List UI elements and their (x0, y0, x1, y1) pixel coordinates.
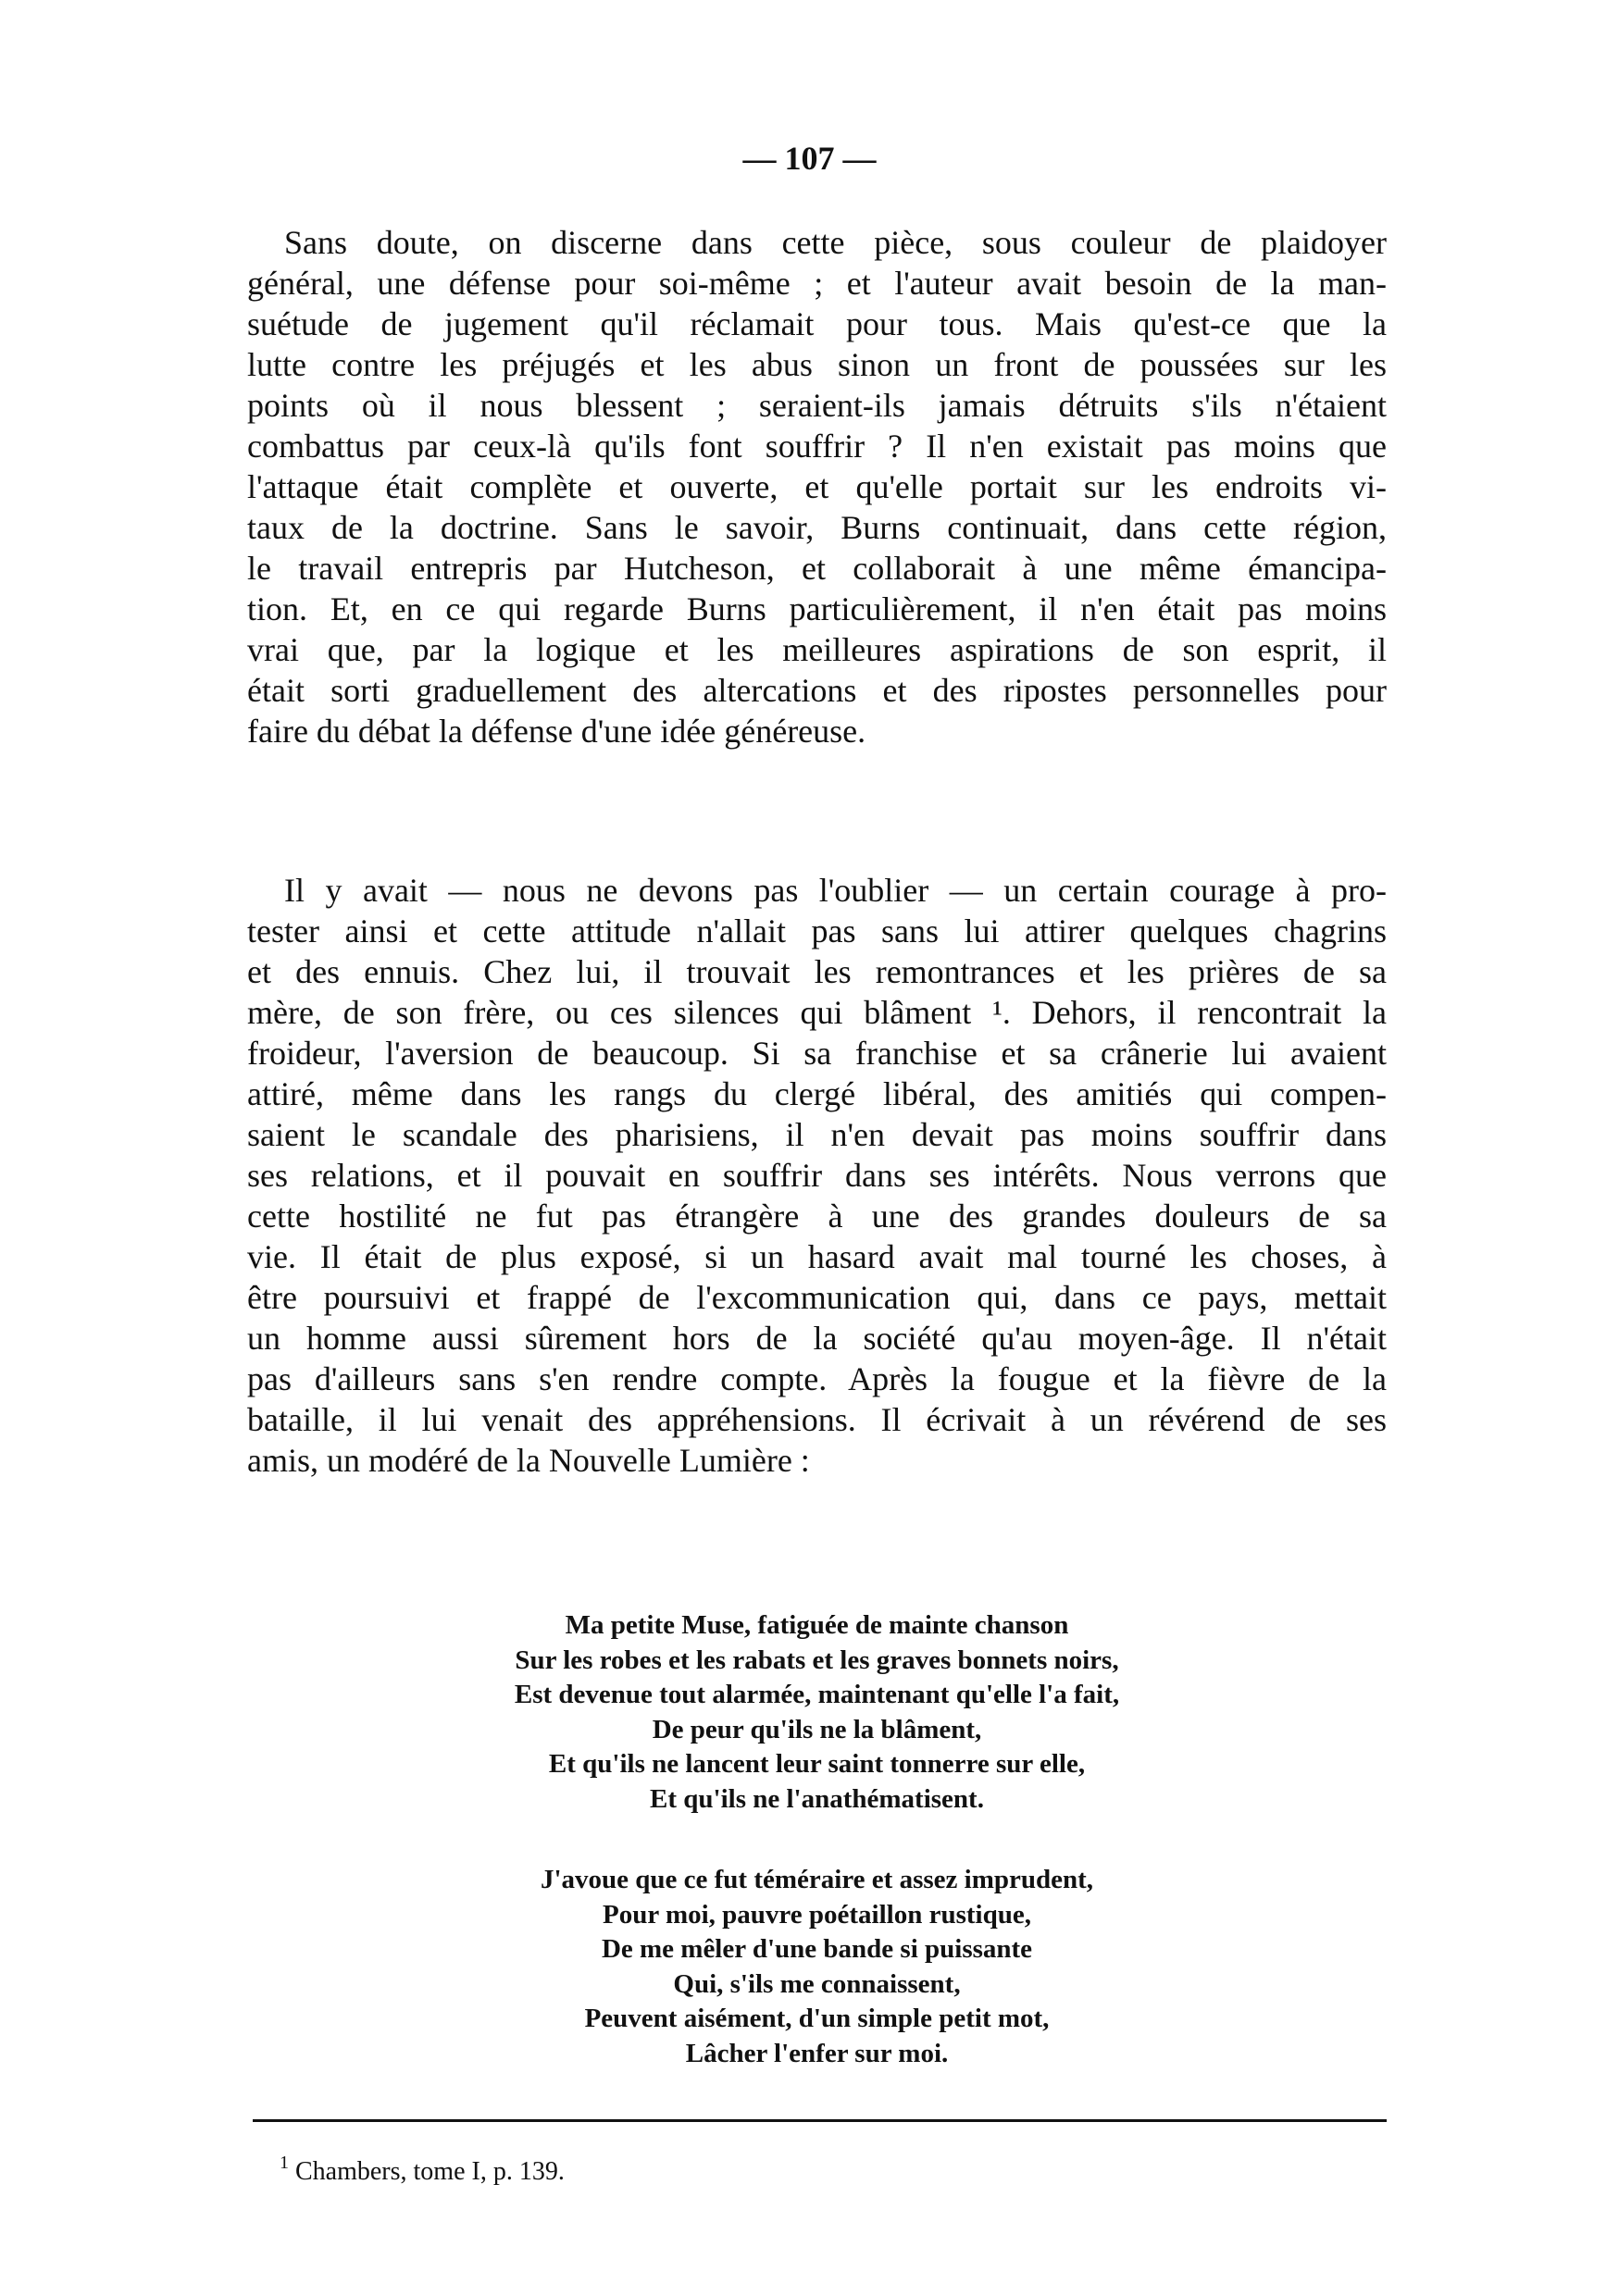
text-line: général, une défense pour soi-même ; et l'auteur avait besoin de la man- (247, 265, 1387, 302)
text-line: vie. Il était de plus exposé, si un hasard avait mal tourné les choses, à (247, 1238, 1387, 1275)
text-line: points où il nous blessent ; seraient-ils jamais détruits s'ils n'étaient (247, 387, 1387, 424)
text-line: froideur, l'aversion de beaucoup. Si sa franchise et sa crânerie lui avaient (247, 1035, 1387, 1072)
text-line: bataille, il lui venait des appréhensions. Il écrivait à un révérend de ses (247, 1401, 1387, 1438)
text-line: tester ainsi et cette attitude n'allait pas sans lui attirer quelques chagrins (247, 912, 1387, 949)
verse-line: Et qu'ils ne l'anathématisent. (650, 1783, 984, 1814)
text-line: le travail entrepris par Hutcheson, et collaborait à une même émancipa- (247, 550, 1387, 587)
text-line: cette hostilité ne fut pas étrangère à une des grandes douleurs de sa (247, 1198, 1387, 1235)
text-line: mère, de son frère, ou ces silences qui blâment ¹. Dehors, il rencontrait la (247, 994, 1387, 1031)
text-line: Il y avait — nous ne devons pas l'oublier — un certain courage à pro- (284, 872, 1387, 909)
poem-stanza-2 (247, 1863, 1387, 2071)
text-line: lutte contre les préjugés et les abus sinon un front de poussées sur les (247, 346, 1387, 383)
text-line: et des ennuis. Chez lui, il trouvait les remontrances et les prières de sa (247, 953, 1387, 990)
footnote (280, 2153, 565, 2187)
footnote-divider (253, 2119, 1387, 2122)
verse-line: J'avoue que ce fut téméraire et assez imprudent, (540, 1865, 1094, 1894)
text-line: l'attaque était complète et ouverte, et qu'elle portait sur les endroits vi- (247, 468, 1387, 505)
text-line: être poursuivi et frappé de l'excommunication qui, dans ce pays, mettait (247, 1279, 1387, 1316)
verse-line: Qui, s'ils me connaissent, (673, 1968, 961, 1999)
paragraph-1 (247, 222, 1387, 751)
footnote-marker: 1 (280, 2153, 289, 2173)
text-line: était sorti graduellement des altercations et des ripostes personnelles pour (247, 672, 1387, 709)
text-line: amis, un modéré de la Nouvelle Lumière : (247, 1442, 810, 1479)
verse-line: Lâcher l'enfer sur moi. (685, 2038, 949, 2068)
text-line: taux de la doctrine. Sans le savoir, Burns continuait, dans cette région, (247, 509, 1387, 546)
text-line: suétude de jugement qu'il réclamait pour tous. Mais qu'est-ce que la (247, 305, 1387, 342)
verse-line: Est devenue tout alarmée, maintenant qu'elle l'a fait, (514, 1680, 1120, 1709)
text-line: un homme aussi sûrement hors de la société qu'au moyen-âge. Il n'était (247, 1320, 1387, 1357)
verse-line: Ma petite Muse, fatiguée de mainte chanson (565, 1610, 1069, 1640)
footnote-text: Chambers, tome I, p. 139. (295, 2157, 565, 2186)
paragraph-2 (247, 870, 1387, 1481)
text-line: faire du débat la défense d'une idée généreuse. (247, 713, 866, 750)
text-line: vrai que, par la logique et les meilleures aspirations de son esprit, il (247, 631, 1387, 668)
text-line: ses relations, et il pouvait en souffrir dans ses intérêts. Nous verrons que (247, 1157, 1387, 1194)
text-line: tion. Et, en ce qui regarde Burns particulièrement, il n'en était pas moins (247, 590, 1387, 627)
text-line: Sans doute, on discerne dans cette pièce, sous couleur de plaidoyer (284, 224, 1387, 261)
text-line: saient le scandale des pharisiens, il n'en devait pas moins souffrir dans (247, 1116, 1387, 1153)
verse-line: Pour moi, pauvre poétaillon rustique, (603, 1899, 1031, 1930)
text-line: pas d'ailleurs sans s'en rendre compte. Après la fougue et la fièvre de la (247, 1360, 1387, 1397)
verse-line: Sur les robes et les rabats et les graves bonnets noirs, (515, 1644, 1119, 1675)
verse-line: Et qu'ils ne lancent leur saint tonnerre sur elle, (548, 1749, 1086, 1779)
poem-stanza-1 (247, 1608, 1387, 1817)
text-line: attiré, même dans les rangs du clergé libéral, des amitiés qui compen- (247, 1075, 1387, 1112)
text-line: combattus par ceux-là qu'ils font souffrir ? Il n'en existait pas moins que (247, 428, 1387, 465)
verse-line: De me mêler d'une bande si puissante (601, 1934, 1033, 1964)
page-number: — 107 — (742, 140, 877, 177)
verse-line: De peur qu'ils ne la blâment, (652, 1714, 982, 1744)
verse-line: Peuvent aisément, d'un simple petit mot, (584, 2004, 1050, 2033)
